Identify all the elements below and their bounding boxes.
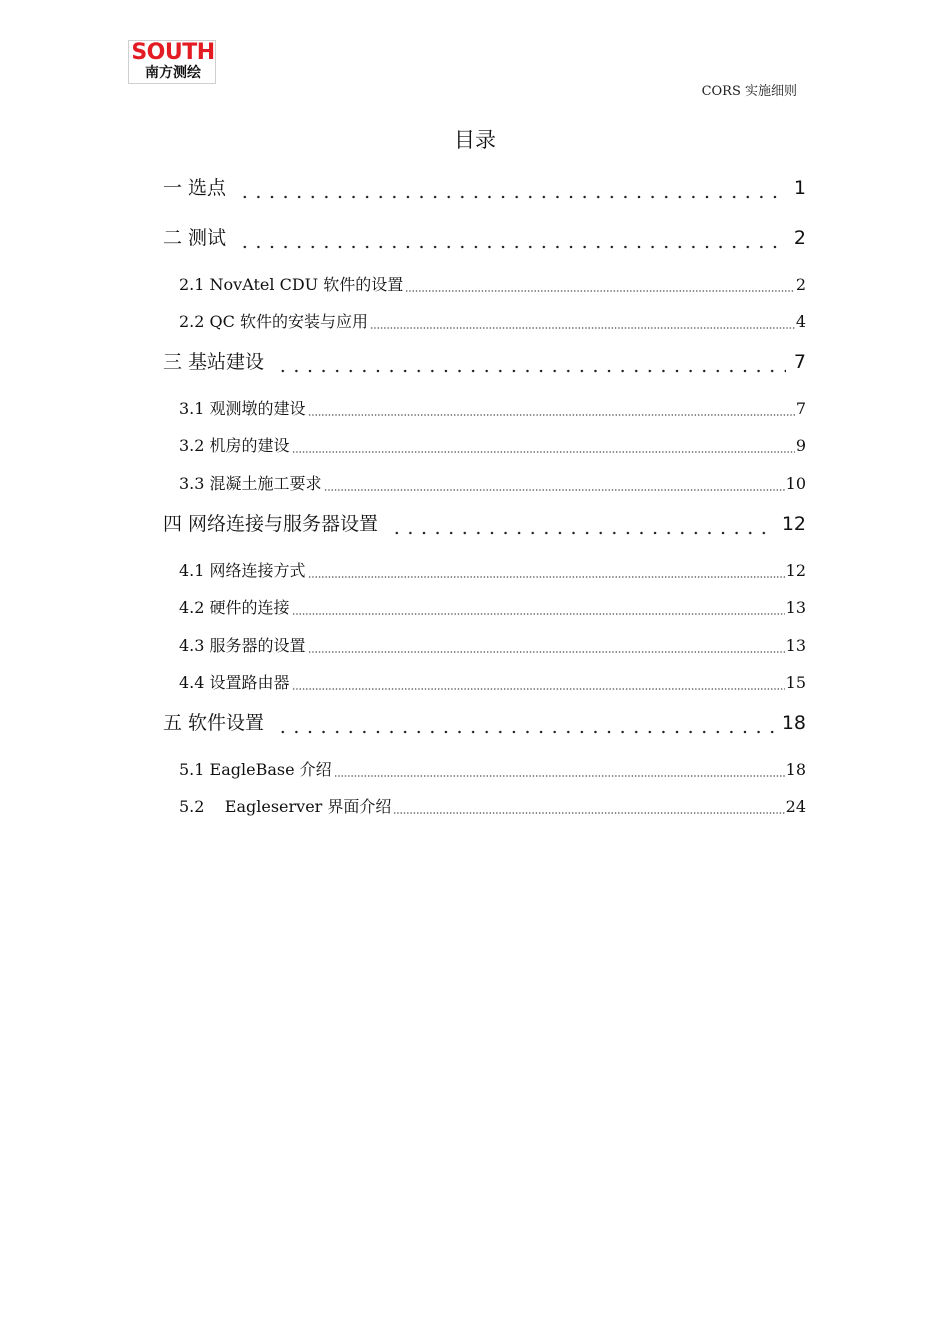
dot-leader [370, 327, 795, 329]
dot-leader [276, 369, 786, 373]
toc-entry-5-2[interactable] [179, 797, 806, 817]
toc-entry-label: 5.1 EagleBase 介绍 [179, 760, 332, 779]
toc-entry-5[interactable] [163, 711, 806, 735]
dot-leader [405, 290, 795, 292]
toc-entry-page: 9 [795, 436, 806, 455]
dot-leader [292, 688, 785, 690]
toc-entry-2-2[interactable] [179, 312, 806, 332]
toc-entry-label: 5.2 Eagleserver 界面介绍 [179, 797, 392, 816]
toc-entry-3-3[interactable] [179, 474, 806, 494]
toc-entry-page: 12 [781, 513, 806, 535]
dot-leader [292, 613, 785, 615]
toc-entry-label: 2.1 NovAtel CDU 软件的设置 [179, 275, 404, 294]
toc-entry-page: 1 [793, 177, 806, 199]
toc-entry-label: 3.3 混凝土施工要求 [179, 474, 322, 493]
toc-entry-label: 4.1 网络连接方式 [179, 561, 306, 580]
toc-entry-2-1[interactable] [179, 275, 806, 295]
dot-leader [276, 730, 774, 734]
toc-entry-3-1[interactable] [179, 399, 806, 419]
toc-entry-1[interactable] [163, 176, 806, 200]
toc-entry-2[interactable] [163, 226, 806, 250]
toc-entry-label: 四 网络连接与服务器设置 [163, 513, 379, 535]
toc-entry-page: 4 [795, 312, 806, 331]
logo-text-en: SOUTH [131, 40, 215, 65]
toc-entry-4-3[interactable] [179, 636, 806, 656]
document-header-title: CORS 实施细则 [701, 84, 797, 99]
dot-leader [390, 531, 774, 535]
toc-entry-label: 五 软件设置 [163, 712, 265, 734]
dot-leader [308, 576, 785, 578]
toc-entry-label: 2.2 QC 软件的安装与应用 [179, 312, 368, 331]
toc-entry-page: 12 [785, 561, 806, 580]
dot-leader [334, 775, 785, 777]
dot-leader [308, 414, 795, 416]
logo-text-cn: 南方测绘 [145, 65, 201, 81]
toc-entry-3-2[interactable] [179, 436, 806, 456]
toc-entry-page: 2 [795, 275, 806, 294]
toc-entry-label: 一 选点 [163, 177, 227, 199]
toc-entry-label: 三 基站建设 [163, 351, 265, 373]
toc-entry-label: 4.2 硬件的连接 [179, 598, 290, 617]
toc-entry-page: 15 [785, 673, 806, 692]
toc-entry-page: 18 [781, 712, 806, 734]
toc-entry-4[interactable] [163, 512, 806, 536]
dot-leader [393, 812, 784, 814]
toc-entry-page: 24 [785, 797, 806, 816]
toc-entry-page: 2 [793, 227, 806, 249]
toc-entry-label: 4.4 设置路由器 [179, 673, 290, 692]
toc-entry-page: 18 [785, 760, 806, 779]
toc-entry-4-4[interactable] [179, 673, 806, 693]
toc-entry-4-2[interactable] [179, 598, 806, 618]
dot-leader [308, 651, 785, 653]
dot-leader [238, 245, 786, 249]
dot-leader [238, 195, 786, 199]
toc-entry-page: 10 [785, 474, 806, 493]
dot-leader [292, 451, 795, 453]
toc-entry-page: 13 [785, 598, 806, 617]
toc-entry-3[interactable] [163, 350, 806, 374]
toc-entry-label: 3.1 观测墩的建设 [179, 399, 306, 418]
toc-title: 目录 [454, 128, 496, 152]
toc-entry-page: 13 [785, 636, 806, 655]
toc-entry-label: 二 测试 [163, 227, 227, 249]
toc-entry-4-1[interactable] [179, 561, 806, 581]
toc-entry-5-1[interactable] [179, 760, 806, 780]
toc-entry-label: 3.2 机房的建设 [179, 436, 290, 455]
dot-leader [324, 489, 785, 491]
toc-entry-page: 7 [795, 399, 806, 418]
toc-entry-page: 7 [793, 351, 806, 373]
toc-entry-label: 4.3 服务器的设置 [179, 636, 306, 655]
